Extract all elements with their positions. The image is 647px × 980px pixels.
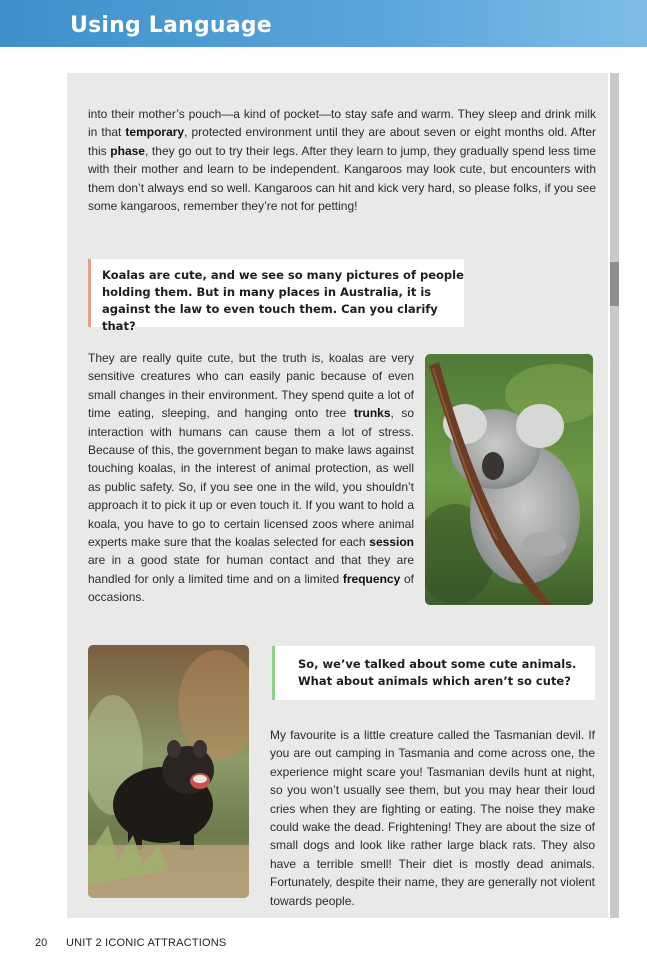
text-run: They are really quite cute, but the truth is, koalas are very sensitive creatures who can easily panic because of even small changes in their environment. They spend quite a lot of time eating, sleeping, and hanging onto tree	[88, 351, 414, 421]
unit-label: UNIT 2 ICONIC ATTRACTIONS	[66, 937, 227, 949]
text-run: , so interaction with humans can cause them a lot of stress. Because of this, the government began to make laws against touching koalas, in the interest of animal protection, as well as public safety. So, if you see one in the wild, you shouldn’t approach it to pick it up or even touch it. If you want to hold a koala, you have to go to certain licensed zoos where animal experts make sure that the koalas selected for each	[88, 406, 414, 550]
paragraph-tasmanian-devil: My favourite is a little creature called the Tasmanian devil. If you are out camping in Tasmania and come across one, the experience might scare you! Tasmanian devils hunt at night, so you won’t usually see them, but you may hear their loud cries when they are fighting or eating. The noise they make could wake the dead. Frightening! They are about the size of small dogs and look like rather large black rats. They also have a terrible smell! Their diet is mostly dead animals. Fortunately, despite their name, they are generally not violent towards people.	[270, 728, 595, 908]
koala-photo	[425, 354, 593, 605]
text-run: are in a good state for human contact and that they are handled for only a limited time and on a limited	[88, 553, 414, 586]
page-number: 20	[35, 937, 48, 949]
section-title: Using Language	[70, 13, 272, 38]
question-line: So, we’ve talked about some cute animals.	[298, 657, 577, 671]
vocab-session: session	[369, 535, 414, 550]
question-text: Koalas are cute, and we see so many pictures of people holding them. But in many places in Australia, it is against the law to even touch them. Can you clarify that?	[102, 268, 464, 333]
vocab-frequency: frequency	[342, 571, 401, 586]
tasmanian-devil-photo	[88, 645, 249, 898]
text-run: , protected environment until they are about seven or eight months old. After this	[88, 125, 596, 158]
text-run: into their mother’s pouch—a kind of pocket—to stay safe and warm. They sleep and drink milk in that	[88, 107, 596, 140]
text-run: , they go out to try their legs. After they learn to jump, they gradually spend less time with their mother and learn to be independent. Kangaroos may look cute, but encounters with them don’t always end so well. Kangaroos can hit and kick very hard, so please folks, if you see some kangaroos, remember they’re not for petting!	[88, 143, 596, 214]
scrollbar-track[interactable]	[610, 73, 619, 918]
paragraph-koala	[88, 349, 414, 607]
paragraph-kangaroo	[88, 105, 596, 215]
scrollbar-thumb[interactable]	[610, 262, 619, 306]
question-box-devil	[272, 646, 595, 700]
vocab-temporary: temporary	[125, 125, 185, 140]
vocab-trunks: trunks	[353, 406, 391, 421]
question-line: What about animals which aren’t so cute?	[298, 674, 571, 688]
question-box-koala	[88, 259, 464, 333]
vocab-phase: phase	[110, 143, 145, 158]
text-run: of occasions.	[88, 571, 414, 605]
